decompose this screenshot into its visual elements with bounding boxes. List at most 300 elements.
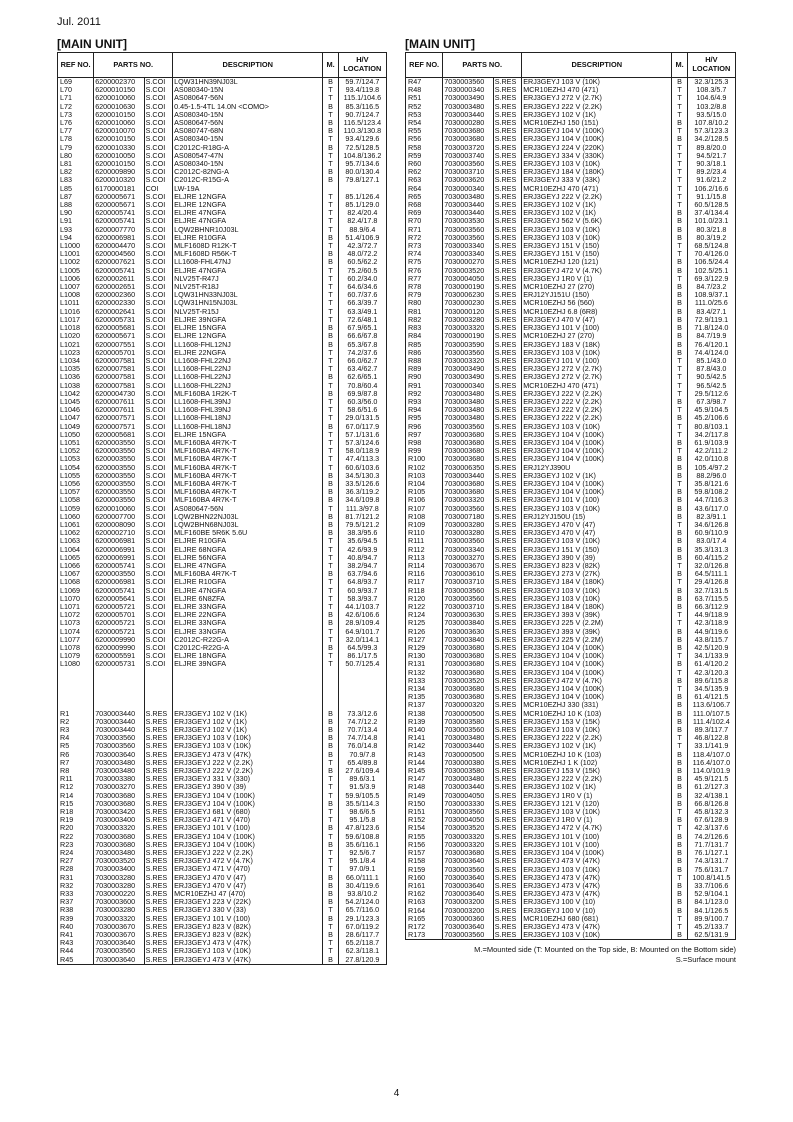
parts-no-cell: 6200006981 [94, 234, 144, 242]
location-cell [338, 685, 386, 693]
description-cell: ELJRE 6N8ZFA [173, 595, 323, 603]
parts-no-cell: 7030003340 [443, 242, 493, 250]
ref-no-cell: L1051 [58, 439, 94, 447]
parts-no-cell: 6200005701 [94, 349, 144, 357]
table-row [58, 726, 387, 734]
table-row [406, 693, 736, 701]
table-row [406, 611, 736, 619]
location-cell: 97.0/9.1 [338, 865, 386, 873]
location-cell: 42.6/106.6 [338, 611, 386, 619]
parts-no-cell: 7030003420 [94, 808, 144, 816]
ref-no-cell: R83 [406, 324, 443, 332]
parts-type-cell: S.RES [493, 505, 522, 513]
table-row [58, 701, 387, 709]
location-cell: 72.9/119.1 [687, 316, 735, 324]
ref-no-cell: R68 [406, 201, 443, 209]
parts-no-cell: 7030003480 [443, 398, 493, 406]
mounted-side-cell: T [323, 939, 338, 947]
parts-no-cell: 6200005731 [94, 316, 144, 324]
description-cell: ERJ3GEYJ 273 V (27K) [522, 570, 672, 578]
mounted-side-cell: B [672, 291, 687, 299]
ref-no-cell: R142 [406, 742, 443, 750]
parts-type-cell: S.RES [493, 119, 522, 127]
table-row [58, 332, 387, 340]
mounted-side-cell: T [323, 792, 338, 800]
mounted-side-cell: B [672, 866, 687, 874]
parts-no-cell: 6200006981 [94, 537, 144, 545]
parts-no-cell: 7030003280 [94, 874, 144, 882]
ref-no-cell: R86 [406, 349, 443, 357]
location-cell: 91.5/3.9 [338, 783, 386, 791]
parts-no-cell: 7030003440 [94, 718, 144, 726]
parts-no-cell: 6200005681 [94, 324, 144, 332]
parts-type-cell: S.RES [144, 939, 173, 947]
ref-no-cell: R23 [58, 841, 94, 849]
parts-no-cell: 7030003620 [443, 176, 493, 184]
location-cell: 36.3/119.2 [338, 488, 386, 496]
ref-no-cell: R4 [58, 734, 94, 742]
parts-no-cell: 7030003740 [443, 152, 493, 160]
parts-type-cell: S.COI [144, 201, 173, 209]
parts-type-cell: S.RES [493, 636, 522, 644]
table-row [406, 513, 736, 521]
ref-no-cell: R158 [406, 857, 443, 865]
mounted-side-cell: B [672, 546, 687, 554]
parts-type-cell: S.RES [493, 390, 522, 398]
description-cell: ERJ3GEYJ 472 V (4.7K) [522, 824, 672, 832]
ref-no-cell: L1050 [58, 431, 94, 439]
table-row [58, 406, 387, 414]
description-cell: MLF160BA 4R7K-T [173, 480, 323, 488]
parts-no-cell: 6200002360 [94, 291, 144, 299]
mounted-side-cell: T [672, 406, 687, 414]
table-row [58, 258, 387, 266]
location-cell: 87.8/43.0 [687, 365, 735, 373]
location-cell: 61.4/120.2 [687, 660, 735, 668]
table-row [58, 373, 387, 381]
table-row [406, 111, 736, 119]
table-row [406, 554, 736, 562]
location-cell: 67.0/117.9 [338, 423, 386, 431]
ref-no-cell: L1077 [58, 636, 94, 644]
parts-no-cell: 7030003490 [443, 94, 493, 102]
table-row [406, 455, 736, 463]
parts-no-cell: 6200005671 [94, 332, 144, 340]
parts-no-cell: 7030003680 [443, 447, 493, 455]
mounted-side-cell: T [672, 382, 687, 390]
parts-no-cell: 7030003680 [443, 439, 493, 447]
description-cell: MLF160BA 4R7K-T [173, 488, 323, 496]
parts-no-cell: 7030003560 [443, 726, 493, 734]
parts-no-cell [94, 685, 144, 693]
ref-no-cell: L1035 [58, 365, 94, 373]
parts-no-cell: 6200005741 [94, 267, 144, 275]
parts-no-cell: 7030003440 [94, 726, 144, 734]
parts-no-cell: 7030003640 [94, 956, 144, 965]
table-row [406, 824, 736, 832]
parts-no-cell: 6200003550 [94, 455, 144, 463]
parts-type-cell: S.RES [493, 299, 522, 307]
ref-no-cell: R33 [58, 890, 94, 898]
mounted-side-cell [323, 677, 338, 685]
parts-no-cell: 7030000220 [94, 890, 144, 898]
mounted-side-cell: B [323, 488, 338, 496]
parts-type-cell: S.COI [144, 160, 173, 168]
parts-type-cell: S.RES [493, 250, 522, 258]
location-cell: 93.5/15.0 [687, 111, 735, 119]
description-cell: ERJ3GEYJ 1R0 V (1) [522, 275, 672, 283]
table-row [406, 226, 736, 234]
ref-no-cell: R80 [406, 299, 443, 307]
table-row [406, 250, 736, 258]
description-cell: ERJ12YJ150U (15) [522, 513, 672, 521]
ref-no-cell: R152 [406, 816, 443, 824]
mounted-side-cell: B [323, 734, 338, 742]
location-cell: 60.6/103.6 [338, 464, 386, 472]
table-row [58, 160, 387, 168]
table-row [58, 734, 387, 742]
ref-no-cell: R76 [406, 267, 443, 275]
mounted-side-cell: T [323, 308, 338, 316]
ref-no-cell: L1042 [58, 390, 94, 398]
mounted-side-cell: T [672, 168, 687, 176]
col-mounted-side: M. [323, 53, 338, 78]
table-row [406, 267, 736, 275]
table-row [406, 86, 736, 94]
parts-type-cell: S.RES [493, 496, 522, 504]
parts-no-cell: 7030003720 [443, 144, 493, 152]
mounted-side-cell: B [323, 390, 338, 398]
description-cell: ERJ3GEYJ 272 V (2.7K) [522, 94, 672, 102]
parts-type-cell: S.COI [144, 144, 173, 152]
parts-type-cell: S.COI [144, 398, 173, 406]
parts-no-cell: 7030004050 [443, 816, 493, 824]
table-row [406, 349, 736, 357]
table-row [406, 209, 736, 217]
table-row [58, 857, 387, 865]
mounted-side-cell: B [672, 554, 687, 562]
table-row [406, 898, 736, 906]
location-cell: 81.7/121.2 [338, 513, 386, 521]
mounted-side-cell: T [672, 94, 687, 102]
mounted-side-cell: B [323, 644, 338, 652]
mounted-side-cell: B [323, 882, 338, 890]
ref-no-cell: L1066 [58, 562, 94, 570]
table-row [58, 447, 387, 455]
parts-no-cell: 7030003480 [443, 406, 493, 414]
location-cell: 48.0/72.2 [338, 250, 386, 258]
parts-no-cell: 7030000190 [443, 332, 493, 340]
table-row [406, 316, 736, 324]
table-row [58, 570, 387, 578]
mounted-side-cell: T [672, 423, 687, 431]
mounted-side-cell: T [323, 546, 338, 554]
parts-type-cell: S.RES [493, 332, 522, 340]
description-cell: ERJ3GEYJ 222 V (2.2K) [522, 193, 672, 201]
mounted-side-cell: T [672, 103, 687, 111]
parts-no-cell: 7030003530 [443, 217, 493, 225]
mounted-side-cell: B [323, 324, 338, 332]
parts-no-cell: 7030006350 [443, 464, 493, 472]
parts-no-cell: 7030003670 [443, 562, 493, 570]
description-cell: LL1608-FHL39NJ [173, 406, 323, 414]
location-cell: 82.4/17.8 [338, 217, 386, 225]
ref-no-cell: R96 [406, 423, 443, 431]
ref-no-cell: L1059 [58, 505, 94, 513]
table-row [58, 185, 387, 193]
description-cell: ERJ3GEYJ 103 V (10K) [522, 78, 672, 87]
ref-no-cell: R3 [58, 726, 94, 734]
table-row [406, 439, 736, 447]
description-cell: ELJRE R10GFA [173, 234, 323, 242]
description-cell: ELJRE R10GFA [173, 578, 323, 586]
parts-type-cell: S.RES [144, 726, 173, 734]
location-cell: 95.7/134.6 [338, 160, 386, 168]
description-cell: ERJ3GEYJ 103 V (10K) [522, 931, 672, 940]
location-cell: 34.2/128.5 [687, 135, 735, 143]
table-row [406, 915, 736, 923]
parts-no-cell: 7030003560 [443, 160, 493, 168]
mounted-side-cell: B [323, 824, 338, 832]
ref-no-cell: R159 [406, 866, 443, 874]
ref-no-cell: R161 [406, 882, 443, 890]
parts-type-cell: S.RES [493, 595, 522, 603]
description-cell: ERJ3GEYJ 103 V (10K) [522, 726, 672, 734]
ref-no-cell: L83 [58, 176, 94, 184]
parts-type-cell: S.RES [144, 775, 173, 783]
location-cell: 64.8/93.7 [338, 578, 386, 586]
description-cell: ERJ3GEYJ 102 V (1K) [173, 718, 323, 726]
description-cell: ERJ3GEYJ 331 V (330) [173, 775, 323, 783]
table-row [58, 308, 387, 316]
parts-no-cell: 7030003480 [443, 734, 493, 742]
table-row [58, 455, 387, 463]
location-cell: 108.3/5.7 [687, 86, 735, 94]
ref-no-cell: R89 [406, 365, 443, 373]
description-cell: ERJ3GEYJ 473 V (47K) [522, 923, 672, 931]
table-row [58, 685, 387, 693]
mounted-side-cell: B [672, 209, 687, 217]
location-cell: 38.3/95.6 [338, 529, 386, 537]
ref-no-cell: R27 [58, 857, 94, 865]
location-cell: 72.6/48.1 [338, 316, 386, 324]
description-cell: ERJ3GEYJ 103 V (10K) [173, 742, 323, 750]
description-cell [173, 685, 323, 693]
description-cell: ERJ3GEYJ 1R0 V (1) [522, 816, 672, 824]
description-cell: ERJ3GEYJ 103 V (10K) [522, 866, 672, 874]
parts-type-cell: S.RES [493, 521, 522, 529]
description-cell: ERJ3GEYJ 103 V (10K) [173, 734, 323, 742]
parts-no-cell: 7030003640 [94, 939, 144, 947]
table-row [58, 923, 387, 931]
parts-no-cell: 6200002651 [94, 283, 144, 291]
location-cell: 66.3/112.9 [687, 603, 735, 611]
parts-no-cell: 7030000120 [443, 308, 493, 316]
parts-type-cell: S.COI [144, 242, 173, 250]
mounted-side-cell: T [672, 742, 687, 750]
parts-no-cell: 7030003680 [443, 685, 493, 693]
col-hv-location: H/V LOCATION [687, 53, 735, 78]
description-cell: ERJ3GEYJ 102 V (1K) [173, 710, 323, 718]
parts-no-cell: 7030000380 [443, 759, 493, 767]
parts-type-cell: S.RES [493, 283, 522, 291]
location-cell: 80.0/130.4 [338, 168, 386, 176]
parts-no-cell: 7030003680 [443, 135, 493, 143]
mounted-side-cell: B [323, 956, 338, 965]
location-cell: 42.3/120.3 [687, 669, 735, 677]
ref-no-cell: R71 [406, 226, 443, 234]
location-cell: 66.0/111.1 [338, 874, 386, 882]
parts-no-cell: 7030003680 [443, 669, 493, 677]
parts-type-cell: S.RES [493, 783, 522, 791]
mounted-side-cell: T [323, 447, 338, 455]
location-cell: 54.2/124.0 [338, 898, 386, 906]
location-cell: 103.2/8.8 [687, 103, 735, 111]
table-row [58, 316, 387, 324]
table-row [406, 234, 736, 242]
table-row [406, 488, 736, 496]
parts-type-cell: S.COI [144, 308, 173, 316]
parts-no-cell: 7030003480 [443, 390, 493, 398]
table-row [58, 816, 387, 824]
description-cell: ERJ3GEYJ 153 V (15K) [522, 718, 672, 726]
ref-no-cell: L1005 [58, 267, 94, 275]
table-row [406, 890, 736, 898]
parts-type-cell: S.RES [144, 792, 173, 800]
ref-no-cell: L82 [58, 168, 94, 176]
location-cell: 29.5/112.6 [687, 390, 735, 398]
parts-type-cell: S.RES [493, 193, 522, 201]
parts-no-cell: 6200010150 [94, 160, 144, 168]
ref-no-cell: L70 [58, 86, 94, 94]
location-cell: 45.2/106.6 [687, 414, 735, 422]
parts-type-cell: S.RES [493, 874, 522, 882]
parts-type-cell: S.COI [144, 537, 173, 545]
ref-no-cell: R120 [406, 595, 443, 603]
location-cell: 89.6/3.1 [338, 775, 386, 783]
table-row [58, 783, 387, 791]
location-cell: 57.3/124.6 [338, 439, 386, 447]
mounted-side-cell: T [323, 316, 338, 324]
mounted-side-cell: T [672, 521, 687, 529]
parts-no-cell: 7030003680 [443, 660, 493, 668]
mounted-side-cell: B [672, 751, 687, 759]
mounted-side-cell: T [323, 398, 338, 406]
parts-type-cell: S.COI [144, 357, 173, 365]
table-row [58, 152, 387, 160]
parts-no-cell: 7030000320 [443, 701, 493, 709]
parts-type-cell: S.RES [493, 226, 522, 234]
mounted-side-cell: T [323, 275, 338, 283]
ref-no-cell: R64 [406, 185, 443, 193]
parts-no-cell: 7030003320 [94, 915, 144, 923]
description-cell: ELJRE 47NGFA [173, 267, 323, 275]
parts-type-cell: S.COI [144, 406, 173, 414]
description-cell: ELJRE 47NGFA [173, 562, 323, 570]
location-cell: 70.4/126.0 [687, 250, 735, 258]
description-cell: ERJ3GEYJ 104 V (100K) [522, 669, 672, 677]
mounted-side-cell: B [672, 595, 687, 603]
parts-no-cell: 7030003840 [443, 619, 493, 627]
location-cell: 51.4/106.9 [338, 234, 386, 242]
ref-no-cell: L1069 [58, 587, 94, 595]
table-row [58, 349, 387, 357]
ref-no-cell: R78 [406, 283, 443, 291]
parts-no-cell: 7030003640 [94, 751, 144, 759]
ref-no-cell: L91 [58, 217, 94, 225]
ref-no-cell: R72 [406, 234, 443, 242]
table-row [406, 734, 736, 742]
mounted-side-cell: T [672, 127, 687, 135]
parts-no-cell: 6200005681 [94, 431, 144, 439]
description-cell: ERJ3GEYJ 223 V (22K) [173, 898, 323, 906]
mounted-side-cell: B [672, 529, 687, 537]
ref-no-cell: R165 [406, 915, 443, 923]
mounted-side-cell: T [323, 578, 338, 586]
table-row [406, 570, 736, 578]
parts-type-cell: S.RES [493, 217, 522, 225]
table-row [58, 119, 387, 127]
parts-type-cell: S.RES [493, 652, 522, 660]
parts-type-cell: S.RES [493, 488, 522, 496]
left-table-header [58, 53, 387, 78]
location-cell: 86.1/17.5 [338, 652, 386, 660]
parts-type-cell: S.RES [493, 660, 522, 668]
description-cell: ERJ3GEYJ 222 V (2.2K) [173, 767, 323, 775]
parts-type-cell: S.COI [144, 439, 173, 447]
table-row [406, 685, 736, 693]
location-cell: 61.4/121.5 [687, 693, 735, 701]
location-cell: 83.4/27.1 [687, 308, 735, 316]
parts-no-cell: 7030003560 [443, 595, 493, 603]
parts-no-cell: 6200005721 [94, 603, 144, 611]
ref-no-cell: L87 [58, 193, 94, 201]
location-cell: 84.7/23.2 [687, 283, 735, 291]
description-cell: 0.45-1.5-4TL 14.0N <COMO> [173, 103, 323, 111]
table-row [58, 217, 387, 225]
parts-no-cell: 6200010150 [94, 135, 144, 143]
ref-no-cell: L1067 [58, 570, 94, 578]
description-cell: ERJ3GEYJ 472 V (4.7K) [522, 677, 672, 685]
ref-no-cell: L1002 [58, 258, 94, 266]
description-cell: ERJ3GEYJ 103 V (10K) [522, 505, 672, 513]
parts-type-cell: S.COI [144, 78, 173, 87]
description-cell: ELJRE 39NGFA [173, 316, 323, 324]
description-cell: ERJ3GEYJ 184 V (180K) [522, 578, 672, 586]
ref-no-cell: R48 [406, 86, 443, 94]
description-cell: ERJ3GEYJ 222 V (2.2K) [522, 406, 672, 414]
mounted-side-cell: B [323, 168, 338, 176]
table-row [406, 808, 736, 816]
location-cell: 88.2/96.0 [687, 472, 735, 480]
mounted-side-cell: B [672, 349, 687, 357]
location-cell: 100.8/141.5 [687, 874, 735, 882]
table-row [58, 250, 387, 258]
parts-type-cell: S.COI [144, 382, 173, 390]
location-cell: 79.8/127.1 [338, 176, 386, 184]
parts-type-cell: S.COI [144, 660, 173, 668]
parts-type-cell: S.COI [144, 291, 173, 299]
ref-no-cell: L90 [58, 209, 94, 217]
description-cell: ERJ3GEYJ 222 V (2.2K) [173, 849, 323, 857]
description-cell: MCR10EZHJ 10 K (103) [522, 710, 672, 718]
table-row [406, 168, 736, 176]
parts-no-cell: 6200010060 [94, 119, 144, 127]
parts-type-cell: S.COI [144, 234, 173, 242]
table-row [58, 841, 387, 849]
ref-no-cell: L81 [58, 160, 94, 168]
ref-no-cell: L1071 [58, 603, 94, 611]
